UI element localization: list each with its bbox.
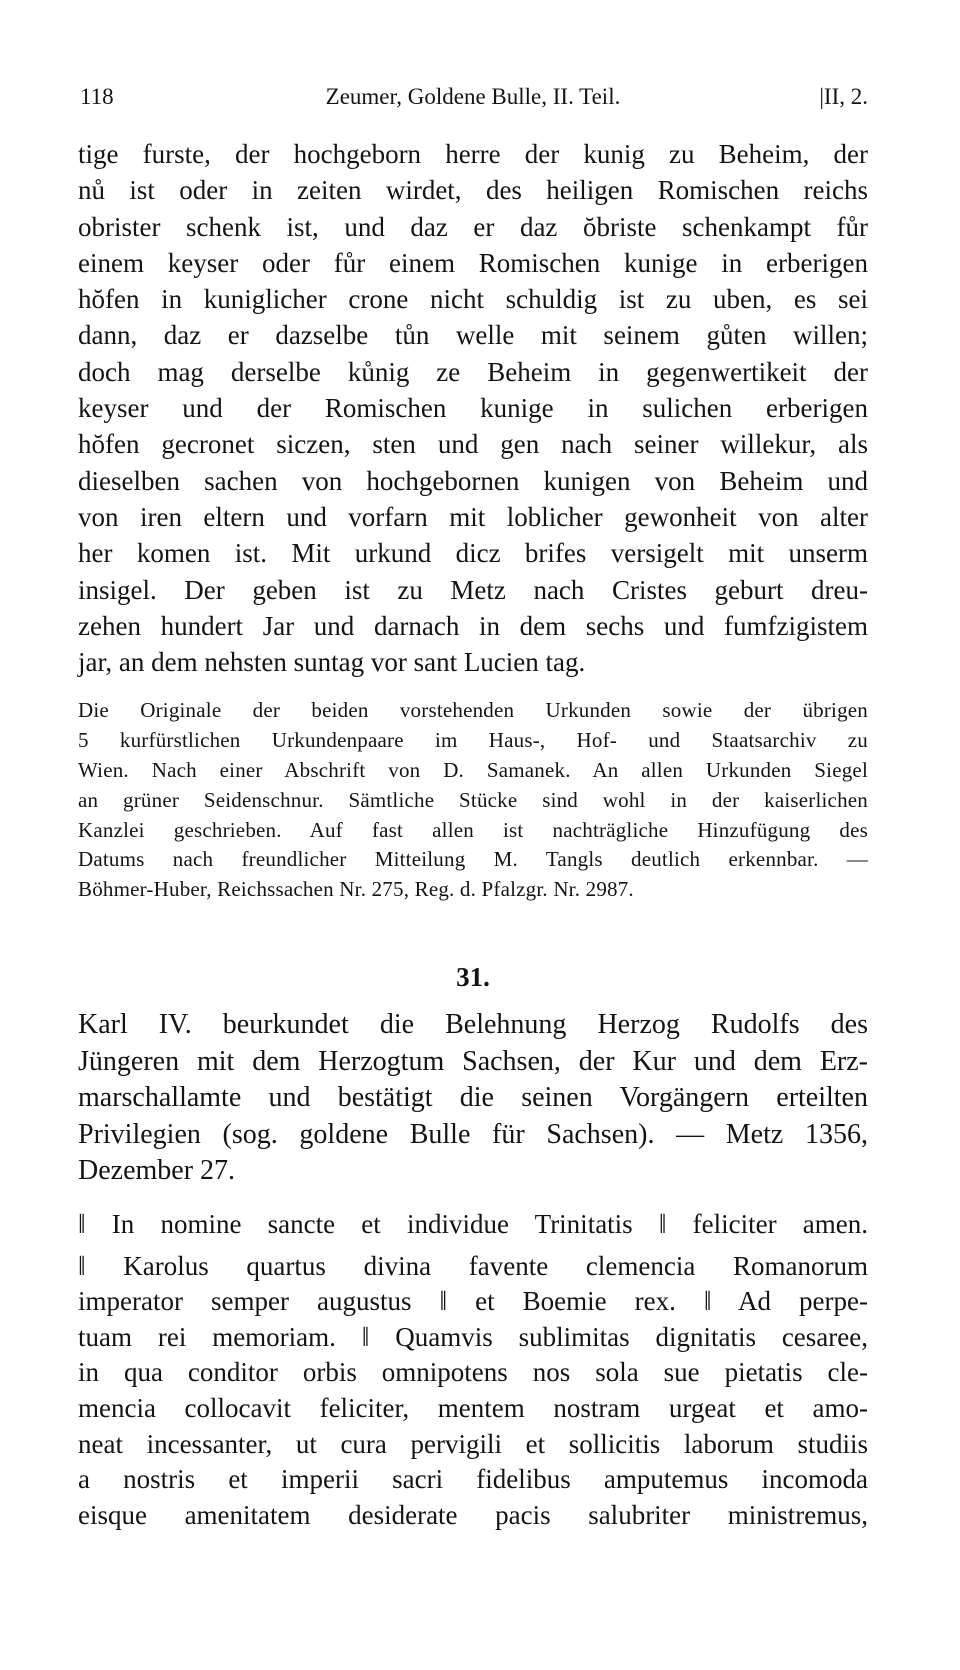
footnote-line: Datums nach freundlicher Mitteilung M. Tangls deutlich erkennbar. — xyxy=(78,847,868,872)
footnote xyxy=(78,696,868,905)
latin-line: mencia collocavit feliciter, mentem nostram urgeat et amo- xyxy=(78,1392,868,1423)
running-head xyxy=(78,84,868,118)
text-line: dieselben sachen von hochgebornen kunigen von Beheim und xyxy=(78,465,868,496)
text-line: insigel. Der geben ist zu Metz nach Cristes geburt dreu- xyxy=(78,574,868,605)
invocation-line: ‖ In nomine sancte et individue Trinitatis ‖ feliciter amen. xyxy=(78,1209,868,1239)
regest-line: Privilegien (sog. goldene Bulle für Sachsen). — Metz 1356, xyxy=(78,1118,868,1150)
text-line: hŏfen gecronet siczen, sten und gen nach seiner willekur, als xyxy=(78,429,868,460)
latin-line: eisque amenitatem desiderate pacis salubriter ministremus, xyxy=(78,1499,868,1530)
footnote-line: Böhmer-Huber, Reichssachen Nr. 275, Reg. d. Pfalzgr. Nr. 2987. xyxy=(78,877,634,902)
regest-line: Karl IV. beurkundet die Belehnung Herzog Rudolfs des xyxy=(78,1009,868,1040)
latin-line: in qua conditor orbis omnipotens nos sola sue pietatis cle- xyxy=(78,1357,868,1388)
regest-line: marschallamte und bestätigt die seinen Vorgängern erteilten xyxy=(78,1082,868,1113)
text-line: einem keyser oder fůr einem Romischen kunige in erberigen xyxy=(78,247,868,278)
footnote-line: 5 kurfürstlichen Urkundenpaare im Haus-, Hof- und Staatsarchiv zu xyxy=(78,727,868,752)
text-line: von iren eltern und vorfarn mit loblicher gewonheit von alter xyxy=(78,501,868,532)
text-line: tige furste, der hochgeborn herre der kunig zu Beheim, der xyxy=(78,139,868,169)
text-line: her komen ist. Mit urkund dicz brifes versigelt mit unserm xyxy=(78,538,868,569)
text-line: keyser und der Romischen kunige in sulichen erberigen xyxy=(78,393,868,424)
text-line: doch mag derselbe kůnig ze Beheim in gegenwertikeit der xyxy=(78,356,868,387)
text-line: hŏfen in kuniglicher crone nicht schuldig ist zu uben, es sei xyxy=(78,284,868,315)
text-line: jar, an dem nehsten suntag vor sant Lucien tag. xyxy=(78,647,586,678)
footnote-line: Wien. Nach einer Abschrift von D. Samanek. An allen Urkunden Siegel xyxy=(78,757,868,782)
latin-line: ‖ Karolus quartus divina favente clemencia Romanorum xyxy=(78,1250,868,1281)
latin-text xyxy=(78,1207,868,1533)
text-line: obrister schenk ist, und daz er daz ŏbriste schenkampt fůr xyxy=(78,211,868,242)
regest-line: Dezember 27. xyxy=(78,1155,236,1186)
book-page xyxy=(78,0,868,1670)
latin-line: tuam rei memoriam. ‖ Quamvis sublimitas dignitatis cesaree, xyxy=(78,1321,868,1352)
running-title: Zeumer, Goldene Bulle, II. Teil. xyxy=(325,84,621,109)
text-line: dann, daz er dazselbe tůn welle mit seinem gůten willen; xyxy=(78,320,868,351)
latin-line: imperator semper augustus ‖ et Boemie rex. ‖ Ad perpe- xyxy=(78,1286,868,1317)
page-number: 118 xyxy=(80,84,114,109)
text-line: zehen hundert Jar und darnach in dem sechs und fumfzigistem xyxy=(78,610,868,641)
latin-line: neat incessanter, ut cura pervigili et sollicitis laborum studiis xyxy=(78,1428,868,1459)
footnote-line: Die Originale der beiden vorstehenden Urkunden sowie der übrigen xyxy=(78,698,868,722)
regest-line: Jüngeren mit dem Herzogtum Sachsen, der Kur und dem Erz- xyxy=(78,1045,868,1077)
footnote-line: Kanzlei geschrieben. Auf fast allen ist nachträgliche Hinzufügung des xyxy=(78,817,868,842)
section-marker: |II, 2. xyxy=(819,84,868,109)
regest xyxy=(78,1007,868,1190)
footnote-line: an grüner Seidenschnur. Sämtliche Stücke sind wohl in der kaiserlichen xyxy=(78,787,868,812)
text-line: nů ist oder in zeiten wirdet, des heiligen Romischen reichs xyxy=(78,175,868,206)
main-text xyxy=(78,136,868,680)
document-number: 31. xyxy=(456,962,490,992)
latin-line: a nostris et imperii sacri fidelibus amputemus incomoda xyxy=(78,1464,868,1495)
